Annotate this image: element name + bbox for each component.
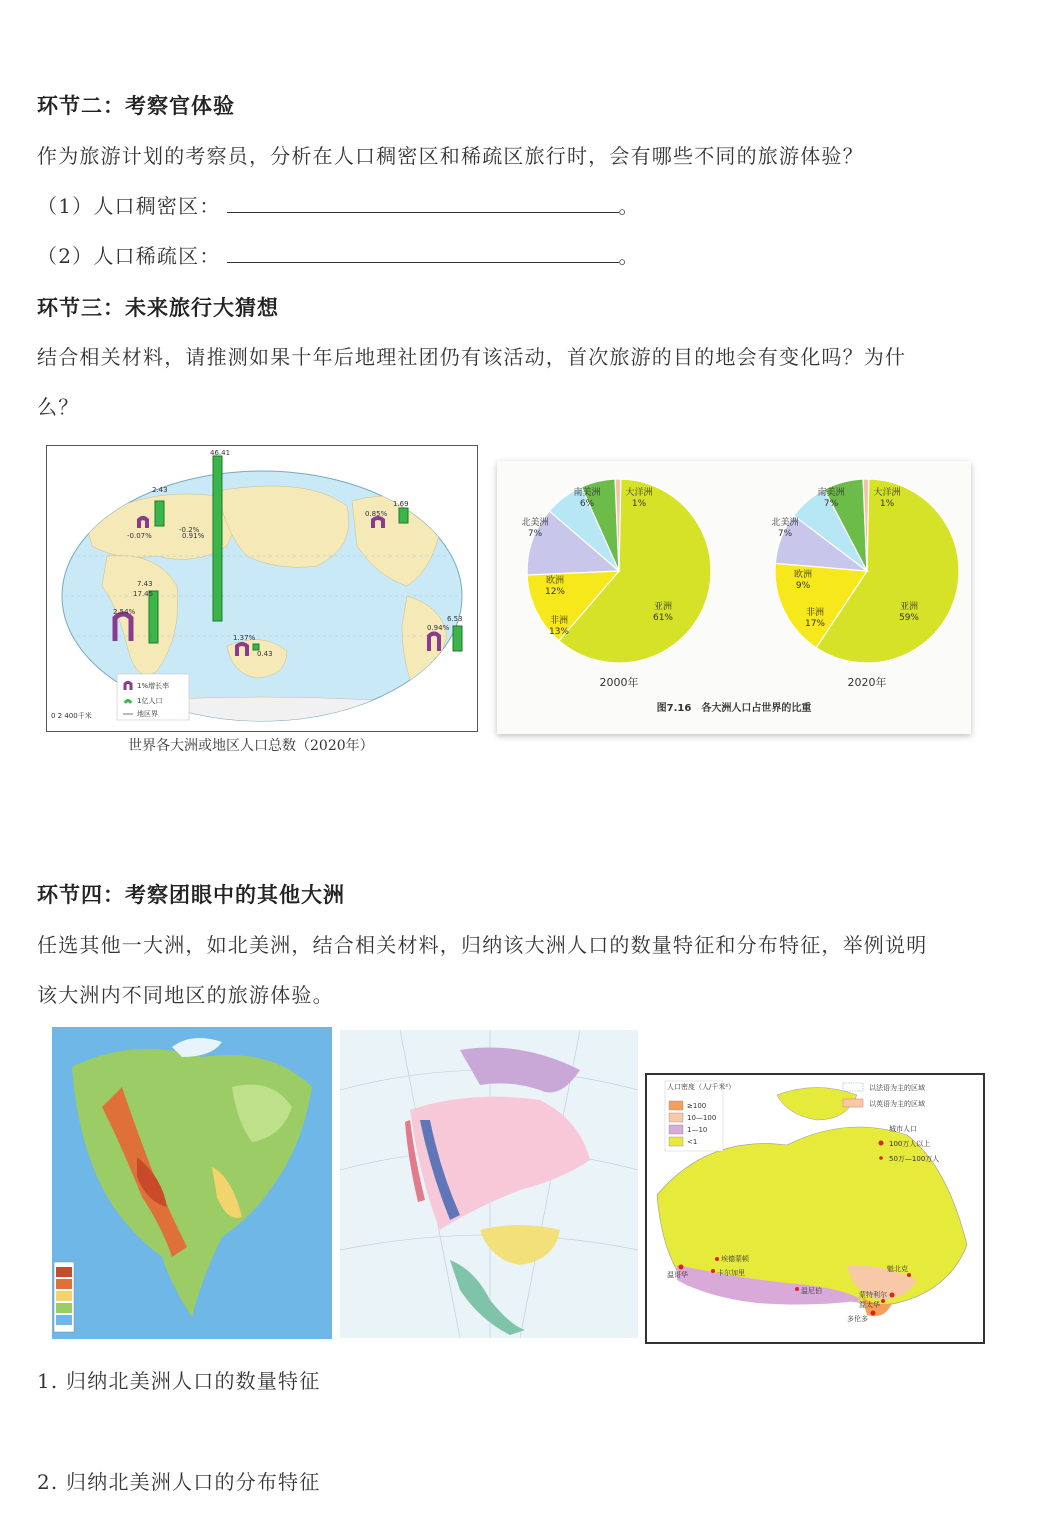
south-america-population-bar (453, 626, 462, 651)
pie-category-label: 欧洲 (793, 570, 813, 580)
pie-value-label: 7% (527, 529, 543, 539)
map-label: 0.43 (257, 650, 273, 658)
world-map-caption: 世界各大洲或地区人口总数（2020年） (128, 738, 374, 754)
na-landmass (72, 1049, 312, 1317)
density-level-label: ≥100 (687, 1102, 707, 1110)
answer-row-sparse (37, 240, 640, 269)
city-label: 蒙特利尔 (859, 1291, 887, 1299)
section4-question-line2: 该大洲内不同地区的旅游体验。 (37, 983, 334, 1007)
population-share-pie-figure (497, 461, 971, 734)
map-label: -0.07% (127, 532, 152, 540)
english-region-swatch (843, 1099, 863, 1107)
density-level-label: 1—10 (687, 1126, 708, 1134)
pie-category-label: 大洋洲 (873, 488, 901, 498)
city-legend-label: 100万人以上 (889, 1140, 931, 1148)
pie-category-label: 南美洲 (817, 488, 845, 498)
city-marker (795, 1287, 799, 1291)
pie-category-label: 欧洲 (545, 576, 565, 586)
pie-category-label: 非洲 (549, 616, 569, 626)
city-medium-symbol (879, 1156, 883, 1160)
pie-value-label: 7% (823, 499, 839, 509)
legend-population-label: 1亿人口 (137, 697, 163, 705)
city-label: 魁北克 (887, 1265, 908, 1273)
city-legend-title: 城市人口 (889, 1125, 917, 1133)
europe-population-bar (155, 501, 164, 526)
city-label: 温尼伯 (801, 1287, 822, 1295)
density-legend-title: 人口密度（人/千米²） (667, 1083, 736, 1091)
pie-value-label: 1% (631, 499, 647, 509)
map-label: -0.2% (179, 526, 200, 534)
pie-value-label: 6% (579, 499, 595, 509)
pie-value-label: 61% (652, 613, 674, 623)
city-label: 多伦多 (847, 1315, 868, 1323)
city-label: 渥太华 (859, 1301, 880, 1309)
africa-population-bar (149, 591, 158, 643)
legend-growth-label: 1%增长率 (137, 682, 170, 690)
pie-category-label: 北美洲 (521, 518, 549, 528)
section3-question-line1: 结合相关材料，请推测如果十年后地理社团仍有该活动，首次旅游的目的地会有变化吗？为什 (37, 345, 907, 369)
city-label: 温哥华 (667, 1271, 688, 1279)
answer-label-sparse: （2）人口稀疏区： (37, 244, 221, 268)
map-label: 1.69 (393, 500, 409, 508)
language-legend-label: 以英语为主的区域 (869, 1100, 925, 1108)
north-america-population-bar (399, 508, 408, 523)
pie-category-label: 南美洲 (573, 488, 601, 498)
north-america-topographic-map (52, 1027, 332, 1339)
answer-end-mark: 。 (618, 194, 640, 218)
asia-population-bar (213, 456, 222, 621)
pie-category-label: 大洋洲 (625, 488, 653, 498)
city-label: 卡尔加里 (717, 1269, 745, 1277)
pie-figure-caption: 图7.16 各大洲人口占世界的比重 (656, 703, 812, 714)
density-level-label: 10—100 (687, 1114, 717, 1122)
answer-blank-dense[interactable] (227, 194, 619, 213)
answer-label-dense: （1）人口稠密区： (37, 194, 221, 218)
language-legend-label: 以法语为主的区域 (869, 1084, 925, 1092)
answer-end-mark: 。 (618, 244, 640, 268)
pie-charts-svg (497, 461, 971, 734)
section2-heading: 环节二：考察官体验 (37, 93, 235, 118)
section4-question-line1: 任选其他一大洲，如北美洲，结合相关材料，归纳该大洲人口的数量特征和分布特征，举例说明 (37, 933, 928, 957)
pie-value-label: 7% (777, 529, 793, 539)
french-region-swatch (843, 1083, 863, 1091)
section4-heading: 环节四：考察团眼中的其他大洲 (37, 882, 345, 907)
task2-text: 2. 归纳北美洲人口的分布特征 (37, 1470, 321, 1494)
map-label: 1.37% (233, 634, 256, 642)
task1-text: 1. 归纳北美洲人口的数量特征 (37, 1369, 321, 1393)
map-label: 0.85% (365, 510, 388, 518)
city-marker (907, 1273, 911, 1277)
pie-value-label: 9% (795, 581, 811, 591)
pie-value-label: 1% (879, 499, 895, 509)
city-marker (890, 1293, 895, 1298)
pie-value-label: 17% (804, 619, 826, 629)
arctic-islands (172, 1038, 222, 1057)
city-marker (871, 1311, 876, 1316)
pie-category-label: 非洲 (805, 608, 825, 618)
humid-subtropical-zone (480, 1225, 560, 1265)
city-label: 埃德蒙顿 (721, 1255, 749, 1263)
city-legend-label: 50万—100万人 (889, 1155, 940, 1163)
city-marker (881, 1299, 885, 1303)
map-scale: 0 2 400千米 (51, 712, 92, 720)
map-label: 0.91% (182, 532, 205, 540)
density-level-label: <1 (687, 1138, 698, 1146)
section3-question-line2: 么？ (37, 395, 80, 419)
answer-row-dense (37, 190, 640, 219)
map-label: 6.53 (447, 615, 463, 623)
pie-year-label: 2020年 (847, 676, 887, 689)
map-label: 0.94% (427, 624, 450, 632)
map-label: 7.43 (137, 580, 153, 588)
city-marker (711, 1269, 715, 1273)
map-label: 17.45 (133, 590, 154, 598)
world-population-map (46, 445, 478, 732)
section2-question: 作为旅游计划的考察员，分析在人口稠密区和稀疏区旅行时，会有哪些不同的旅游体验？ (37, 144, 864, 168)
pie-value-label: 12% (544, 587, 566, 597)
pie-value-label: 59% (898, 613, 920, 623)
tundra-zone (460, 1048, 580, 1093)
north-america-climate-map (340, 1030, 638, 1338)
city-marker (715, 1257, 719, 1261)
pie-category-label: 亚洲 (899, 602, 919, 612)
city-marker (679, 1265, 684, 1270)
legend-boundary-label: 地区界 (137, 710, 158, 718)
canada-population-density-map (645, 1073, 985, 1344)
section3-heading: 环节三：未来旅行大猜想 (37, 295, 279, 320)
answer-blank-sparse[interactable] (227, 244, 619, 263)
pie-category-label: 北美洲 (771, 518, 799, 528)
pie-value-label: 13% (548, 627, 570, 637)
city-large-symbol (879, 1141, 884, 1146)
map-label: 46.41 (210, 449, 231, 457)
tropical-zone (450, 1260, 525, 1335)
map-label: 2.54% (113, 608, 136, 616)
pie-year-label: 2000年 (599, 676, 639, 689)
pie-category-label: 亚洲 (653, 602, 673, 612)
map-label: 2.43 (152, 486, 168, 494)
antarctica-landmass (47, 697, 477, 731)
